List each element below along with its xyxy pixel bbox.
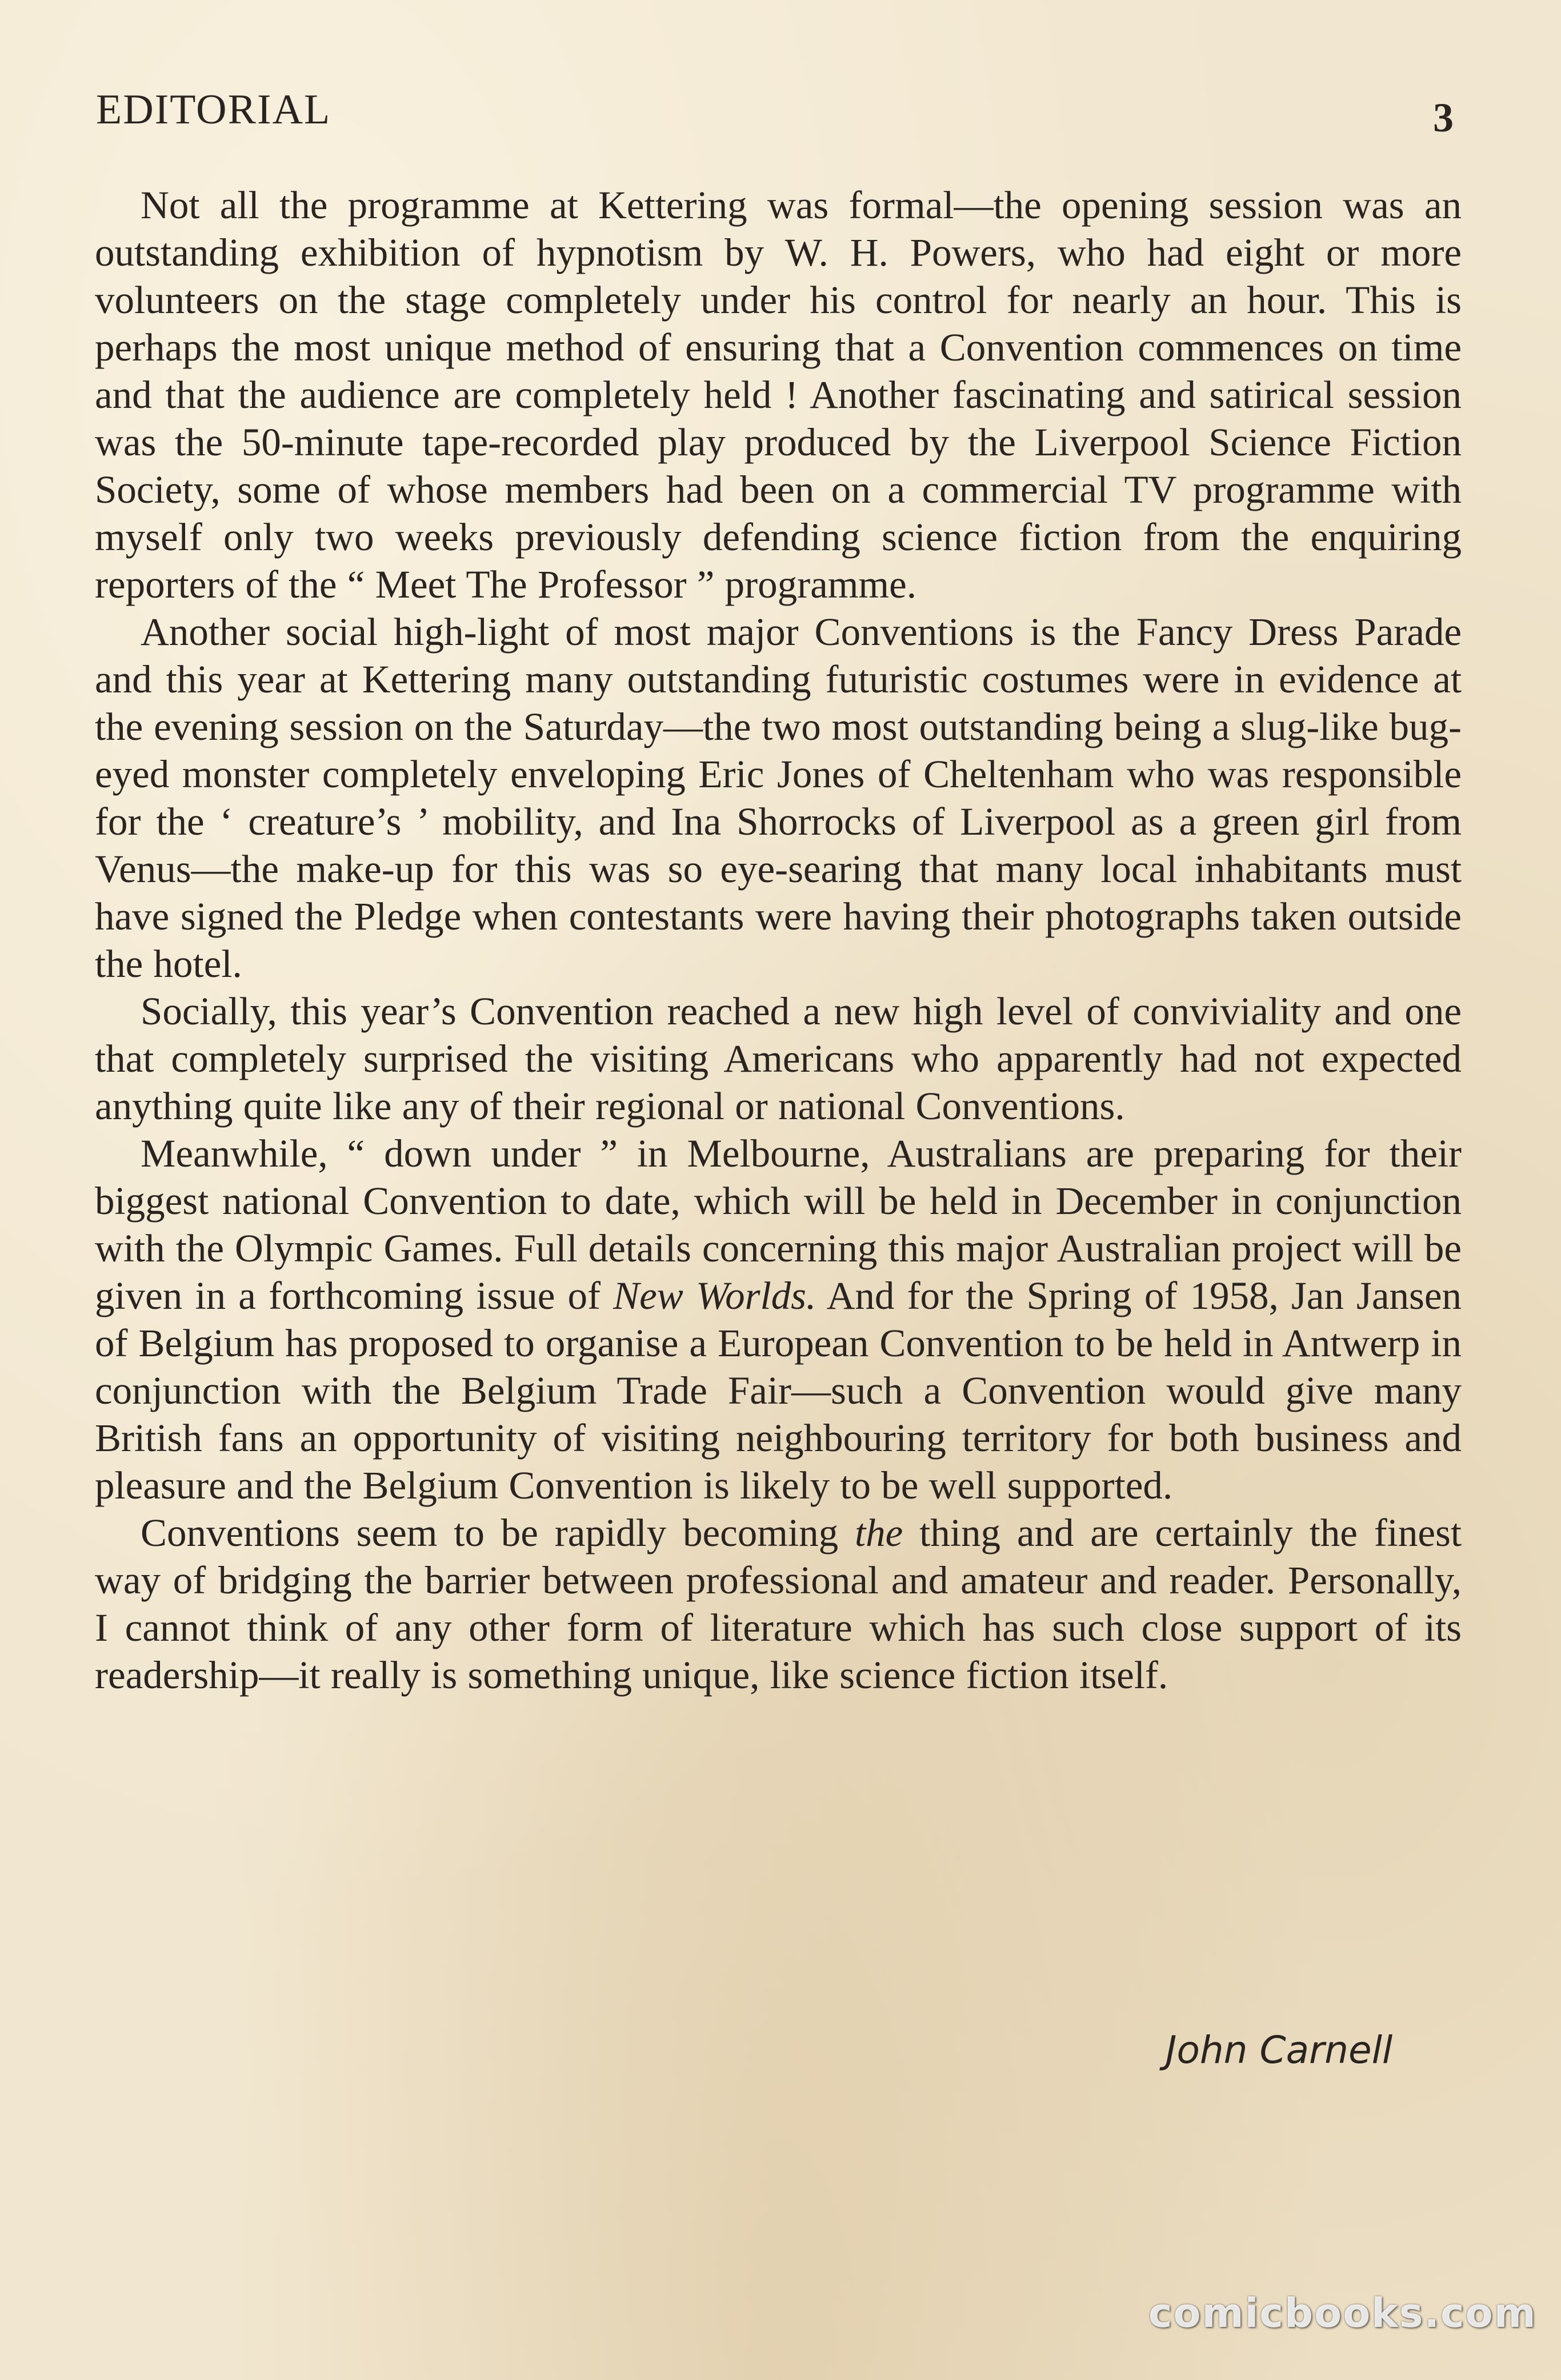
magazine-title: New Worlds.: [613, 1274, 816, 1317]
paragraph-melbourne-text-1: Meanwhile, “ down under ” in Melbourne, Australians are preparing for their biggest national Convention to date, which will be held in December in conjunction with the Olympic Games. Full details concerning this major Australian project will be given in a forthcoming issue of: [95, 1132, 1462, 1317]
watermark: comicbooks.com: [1148, 2290, 1537, 2337]
paragraph-fancy-dress: Another social high-light of most major Conventions is the Fancy Dress Parade and this year at Kettering many outstanding futuristic costumes were in evidence at the evening session on the Saturday—the two most outstanding being a slug-like bug-eyed monster completely enveloping Eric Jones of Cheltenham who was responsible for the ‘ creature’s ’ mobility, and Ina Shorrocks of Liverpool as a green girl from Venus—the make-up for this was so eye-searing that many local inhabitants must have signed the Pledge when contestants were having their photographs taken outside the hotel.: [95, 610, 1462, 985]
page-number: 3: [1433, 95, 1454, 141]
paragraph-conventions-text-1: Conventions seem to be rapidly becoming: [141, 1511, 855, 1554]
paragraph-conventions: [95, 1509, 1462, 1699]
author-signature: John Carnell: [1166, 2028, 1393, 2072]
running-head: EDITORIAL: [96, 86, 331, 133]
editorial-body: [95, 182, 1462, 1699]
paragraph-melbourne-text-2: And for the Spring of 1958, Jan Jansen of Belgium has proposed to organise a European Convention to be held in Antwerp in conjunction with the Belgium Trade Fair—such a Convention would give many British fans an opportunity of visiting neighbouring territory for both business and pleasure and the Belgium Convention is likely to be well supported.: [95, 1274, 1462, 1507]
paragraph-conventions-text-2: thing and are certainly the finest way of bridging the barrier between professional and amateur and reader. Personally, I cannot think of any other form of literature which has such close support of its readership—it really is something unique, like science fiction itself.: [95, 1511, 1462, 1697]
paragraph-melbourne: [95, 1130, 1462, 1509]
emphasis-the: the: [855, 1511, 903, 1554]
paragraph-programme: Not all the programme at Kettering was formal—the opening session was an outstanding exhibition of hypnotism by W. H. Powers, who had eight or more volunteers on the stage completely under his control for nearly an hour. This is perhaps the most unique method of ensuring that a Convention commences on time and that the audience are completely held ! Another fascinating and satirical session was the 50-minute tape-recorded play produced by the Liverpool Science Fiction Society, some of whose members had been on a commercial TV programme with myself only two weeks previously defending science fiction from the enquiring reporters of the “ Meet The Professor ” programme.: [95, 183, 1462, 606]
paragraph-socially: Socially, this year’s Convention reached a new high level of conviviality and one that completely surprised the visiting Americans who apparently had not expected anything quite like any of their regional or national Conventions.: [95, 989, 1462, 1128]
